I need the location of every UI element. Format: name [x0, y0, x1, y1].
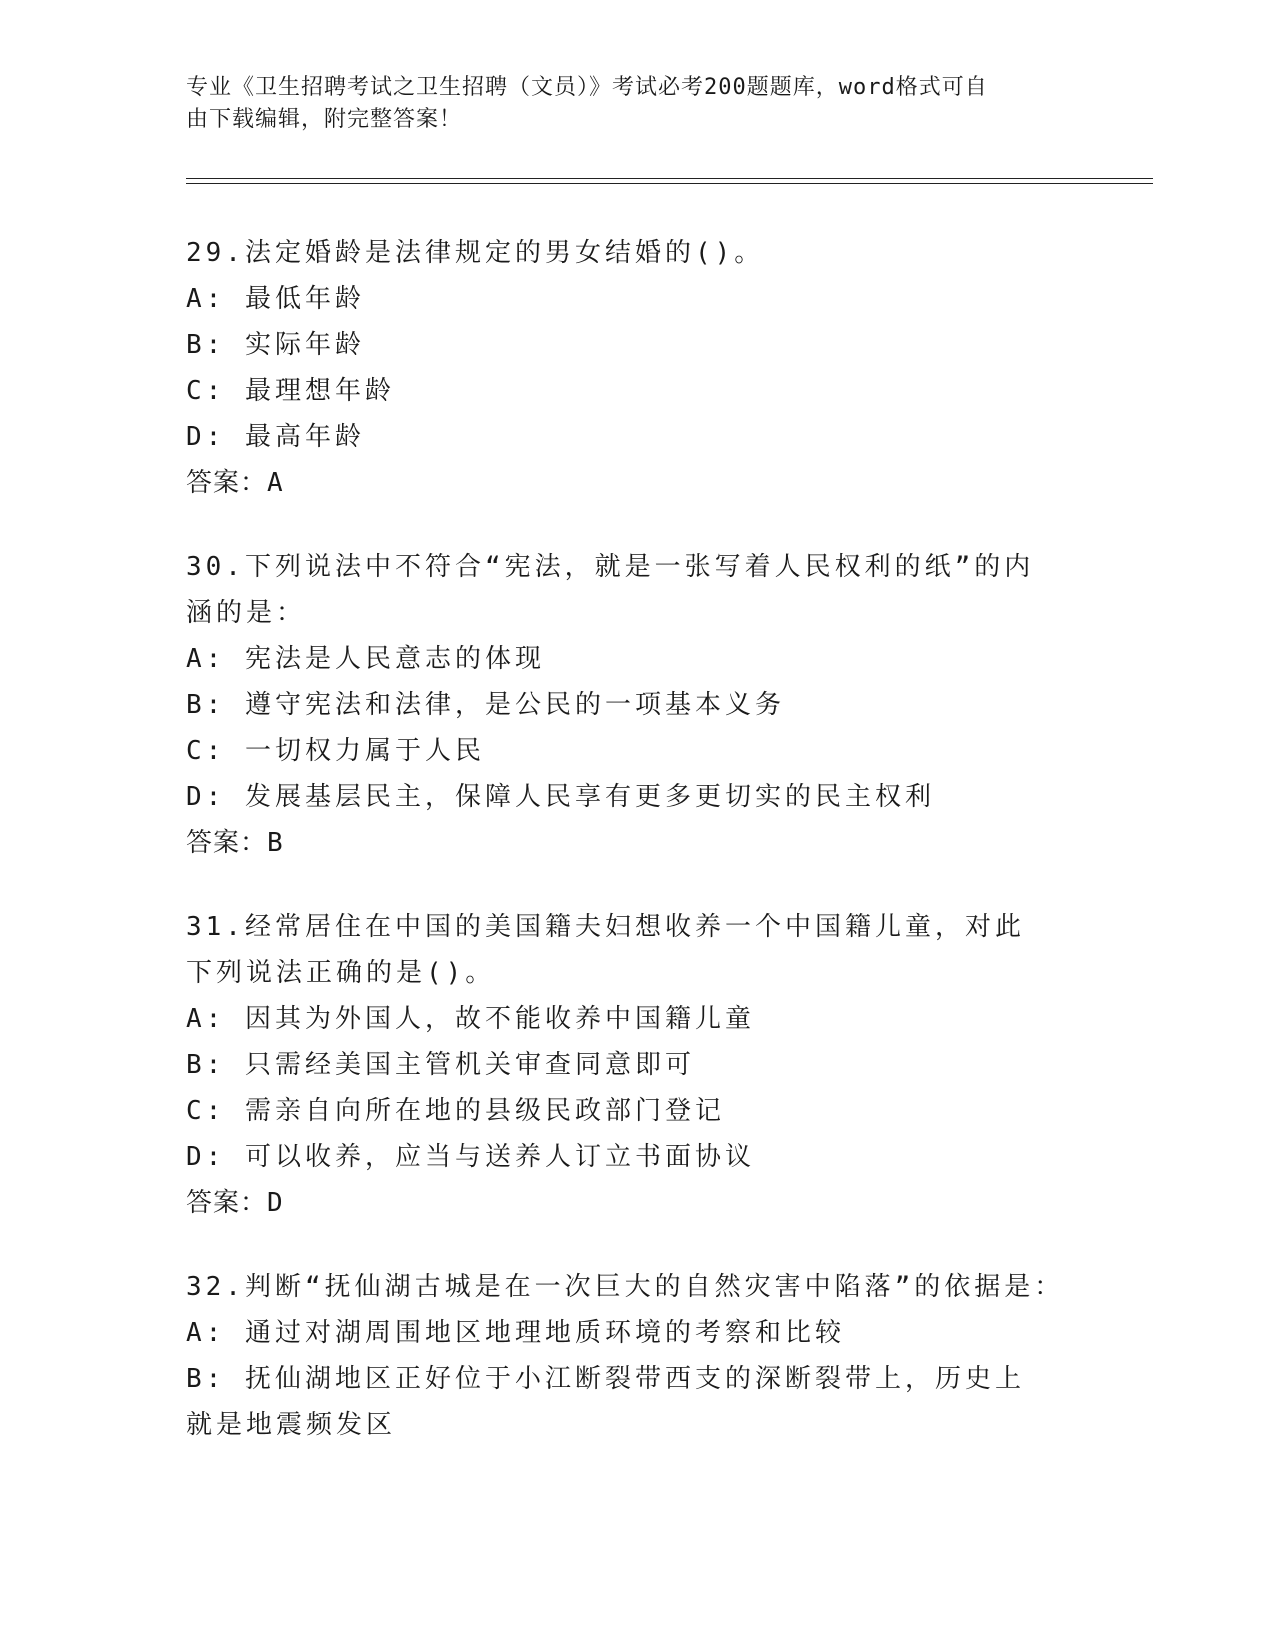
question-29	[186, 230, 1086, 506]
answer: 答案：B	[186, 828, 284, 858]
option-d: D: 最高年龄	[186, 422, 365, 452]
header-divider-bottom	[186, 183, 1153, 184]
option-d: D: 可以收养，应当与送养人订立书面协议	[186, 1142, 755, 1172]
option-a: A: 宪法是人民意志的体现	[186, 644, 545, 674]
header-divider-top	[186, 178, 1153, 179]
question-stem: 32.判断“抚仙湖古城是在一次巨大的自然灾害中陷落”的依据是：	[186, 1272, 1065, 1302]
question-list	[186, 230, 1086, 1486]
question-stem: 31.经常居住在中国的美国籍夫妇想收养一个中国籍儿童，对此下列说法正确的是()。	[186, 912, 1025, 988]
option-c: C: 一切权力属于人民	[186, 736, 485, 766]
answer: 答案：D	[186, 1188, 284, 1218]
document-header	[186, 72, 1066, 136]
option-b: B: 只需经美国主管机关审查同意即可	[186, 1050, 695, 1080]
answer: 答案：A	[186, 468, 284, 498]
option-a: A: 因其为外国人，故不能收养中国籍儿童	[186, 1004, 755, 1034]
question-31	[186, 904, 1086, 1226]
option-d: D: 发展基层民主，保障人民享有更多更切实的民主权利	[186, 782, 935, 812]
question-32	[186, 1264, 1086, 1448]
option-c: C: 需亲自向所在地的县级民政部门登记	[186, 1096, 725, 1126]
header-line-1: 专业《卫生招聘考试之卫生招聘（文员）》考试必考200题题库，word格式可自	[186, 75, 988, 100]
question-stem: 30.下列说法中不符合“宪法，就是一张写着人民权利的纸”的内涵的是：	[186, 552, 1035, 628]
option-b: B: 遵守宪法和法律，是公民的一项基本义务	[186, 690, 785, 720]
option-b: B: 实际年龄	[186, 330, 365, 360]
option-a: A: 通过对湖周围地区地理地质环境的考察和比较	[186, 1318, 845, 1348]
option-a: A: 最低年龄	[186, 284, 365, 314]
question-30	[186, 544, 1086, 866]
option-b: B: 抚仙湖地区正好位于小江断裂带西支的深断裂带上，历史上就是地震频发区	[186, 1364, 1025, 1440]
option-c: C: 最理想年龄	[186, 376, 395, 406]
question-stem: 29.法定婚龄是法律规定的男女结婚的()。	[186, 238, 765, 268]
header-line-2: 由下载编辑，附完整答案！	[186, 107, 463, 132]
